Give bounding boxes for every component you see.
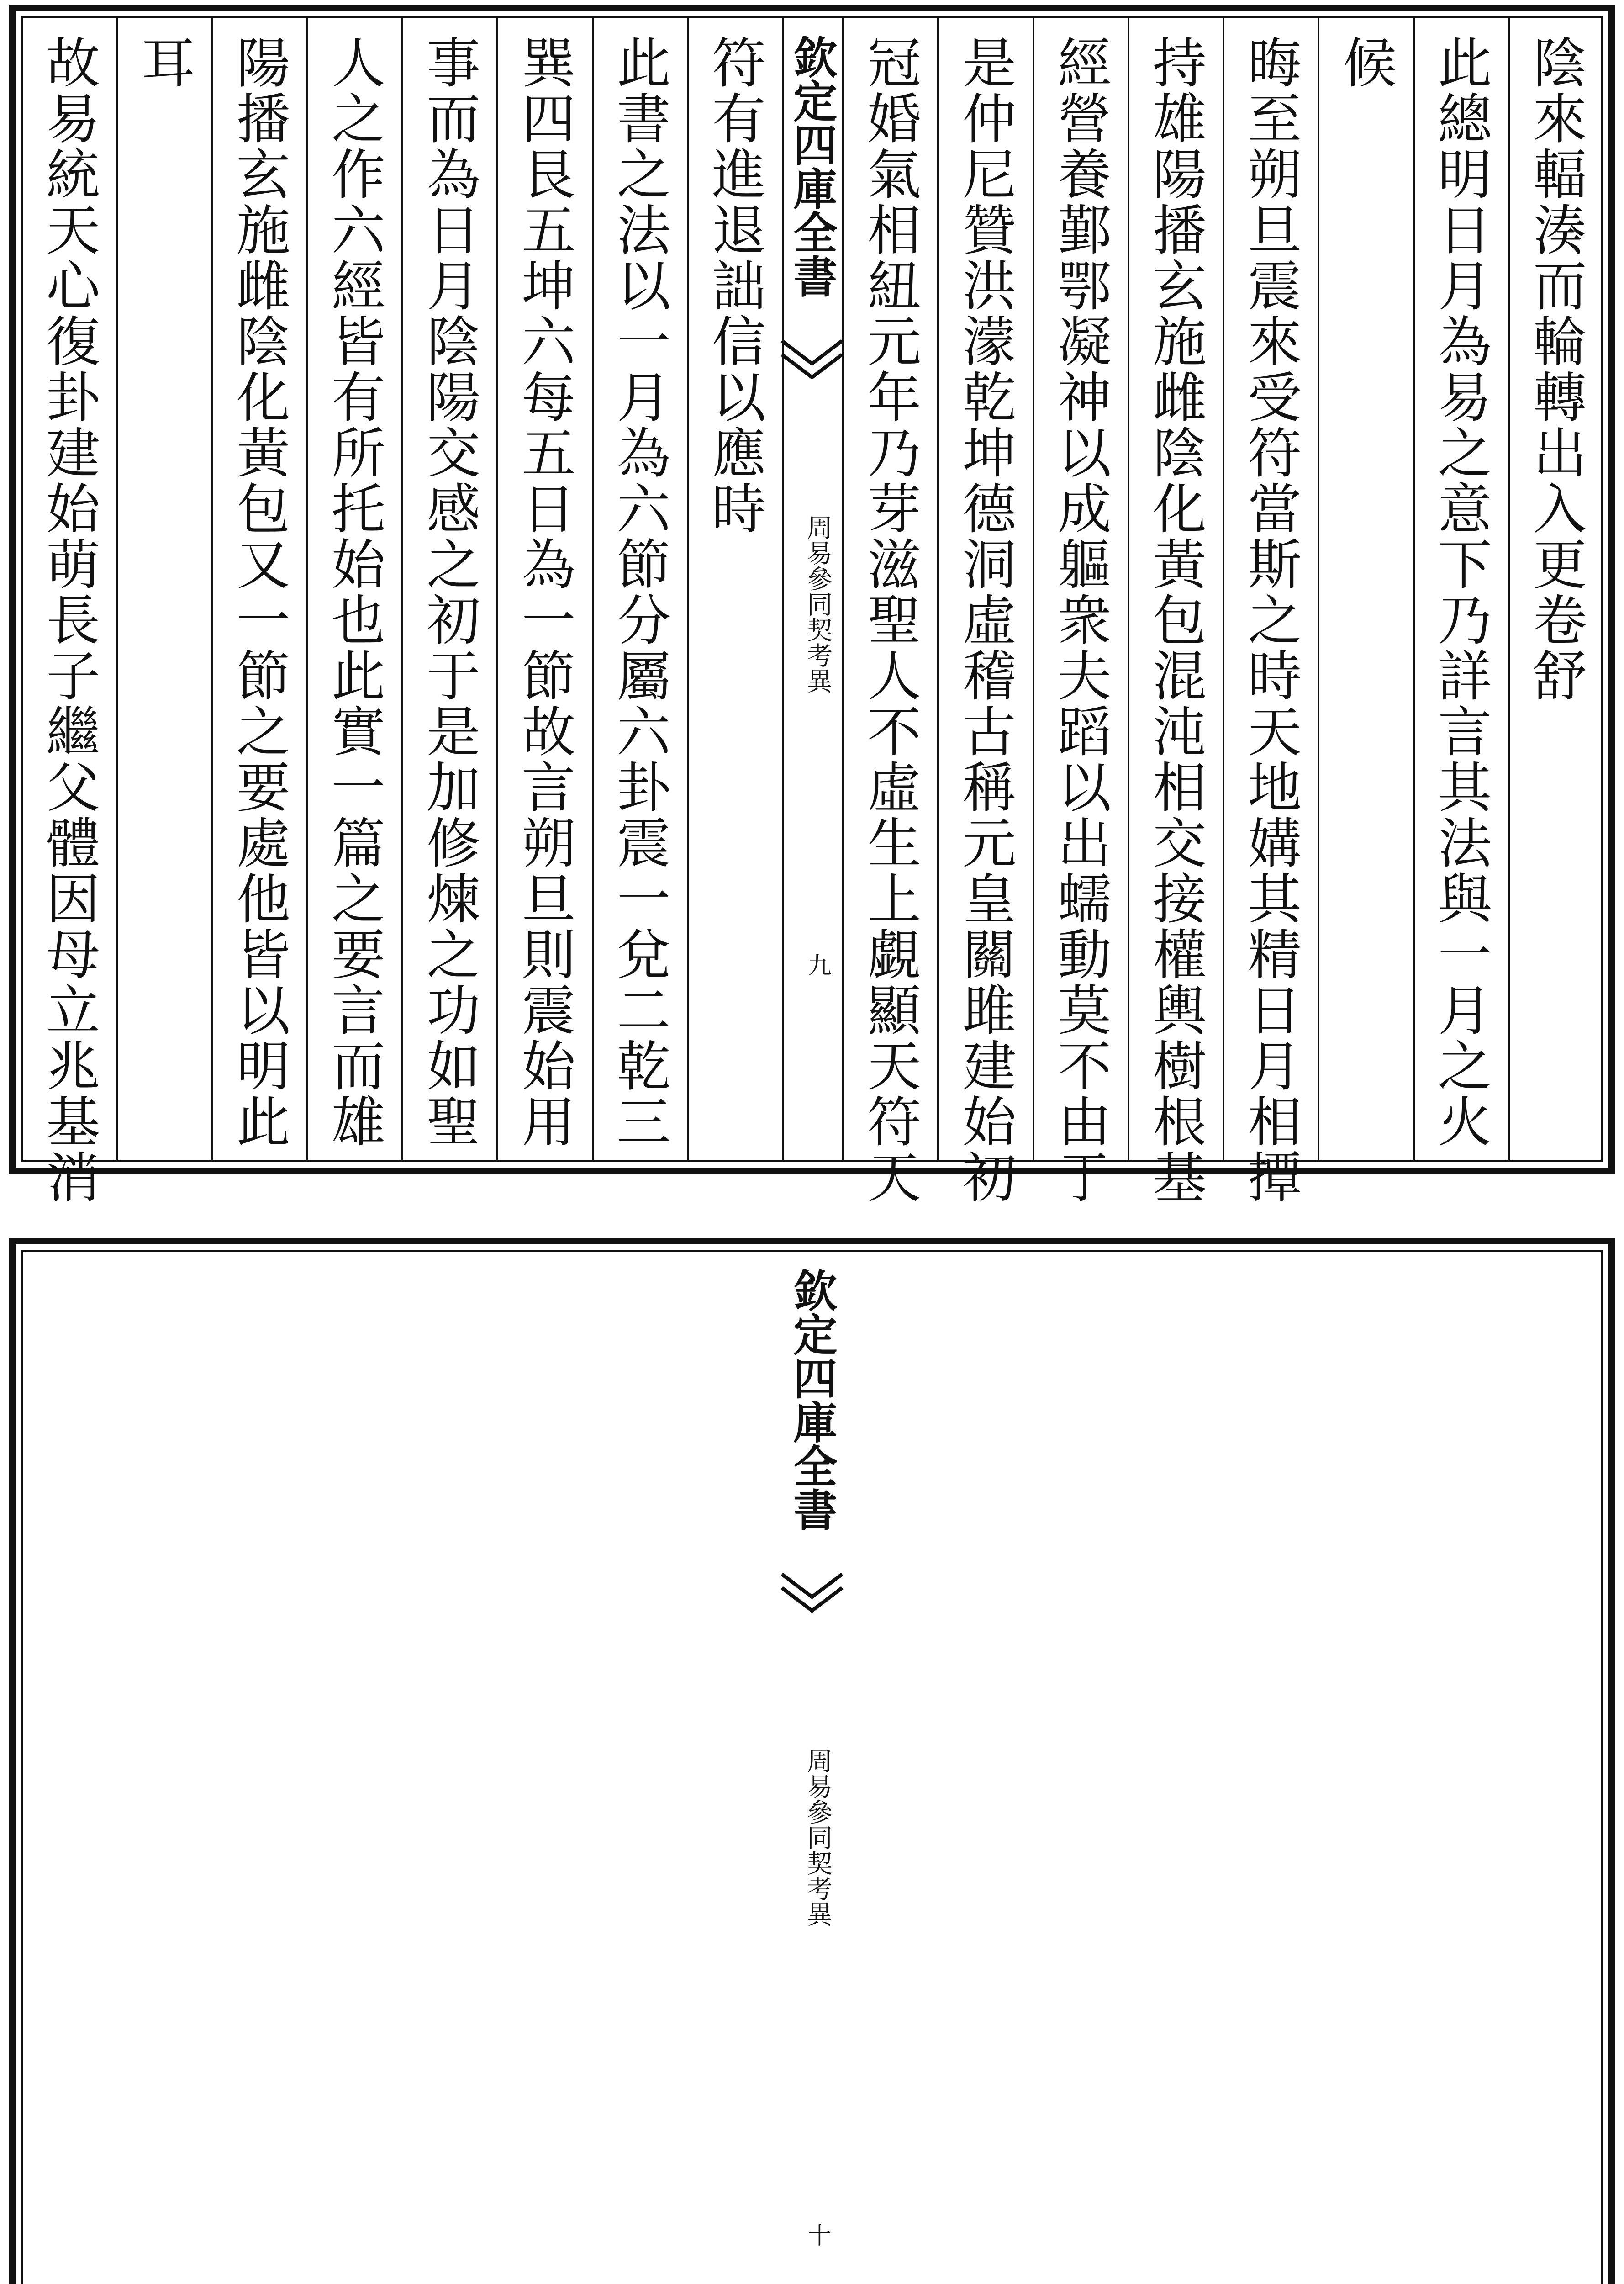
top-text-column: 故易統天心復卦建始萌長子繼父體因母立兆基消 <box>37 35 100 1205</box>
column-divider <box>116 16 118 1162</box>
bottom-book-title: 欽定四庫全書 <box>786 1268 838 1531</box>
top-text-column: 持雄陽播玄施雌陰化黃包混沌相交接權輿樹根基 <box>1143 35 1207 1205</box>
top-text-column: 人之作六經皆有所托始也此實一篇之要言而雄 <box>322 35 385 1149</box>
center-strip-border <box>842 16 844 1162</box>
top-text-column: 此書之法以一月為六節分屬六卦震一兌二乾三 <box>607 35 671 1149</box>
top-text-column: 符有進退詘信以應時 <box>702 35 766 536</box>
top-book-title: 欽定四庫全書 <box>786 35 838 298</box>
top-text-column: 是仲尼贊洪濛乾坤德洞虛稽古稱元皇關雎建始初 <box>953 35 1017 1205</box>
top-text-column: 經營養鄞鄂凝神以成軀衆夫蹈以出蠕動莫不由于 <box>1048 35 1112 1205</box>
bottom-page-number: 十 <box>803 2223 831 2247</box>
top-page-number: 九 <box>803 953 831 977</box>
column-divider <box>496 16 498 1162</box>
column-divider <box>306 16 308 1162</box>
bottom-center-strip <box>782 1250 842 2284</box>
bottom-page <box>0 1233 1624 2284</box>
column-divider <box>592 16 594 1162</box>
column-divider <box>401 16 403 1162</box>
top-center-strip <box>782 16 842 1162</box>
top-text-column: 陰來輻湊而輪轉出入更卷舒 <box>1524 35 1587 703</box>
bottom-book-subtitle: 周易參同契考異 <box>803 1748 833 1927</box>
top-text-column: 冠婚氣相紐元年乃芽滋聖人不虛生上覷顯天符天 <box>858 35 922 1205</box>
column-divider <box>1508 16 1510 1162</box>
column-divider <box>1223 16 1224 1162</box>
top-text-column: 巽四艮五坤六每五日為一節故言朔旦則震始用 <box>512 35 576 1149</box>
top-text-column: 陽播玄施雌陰化黃包又一節之要處他皆以明此 <box>227 35 290 1149</box>
column-divider <box>1128 16 1129 1162</box>
top-text-column: 此總明日月為易之意下乃詳言其法與一月之火 <box>1429 35 1492 1149</box>
column-divider <box>1033 16 1034 1162</box>
top-book-subtitle: 周易參同契考異 <box>803 514 833 693</box>
column-divider <box>1318 16 1319 1162</box>
column-divider <box>687 16 689 1162</box>
top-text-column: 耳 <box>132 35 195 90</box>
top-text-column: 候 <box>1334 35 1397 90</box>
column-divider <box>1413 16 1415 1162</box>
fishtail-icon <box>782 1570 842 1620</box>
top-text-column: 事而為日月陰陽交感之初于是加修煉之功如聖 <box>417 35 481 1149</box>
column-divider <box>937 16 939 1162</box>
fishtail-icon <box>782 336 842 386</box>
top-text-column: 晦至朔旦震來受符當斯之時天地媾其精日月相撢 <box>1239 35 1302 1205</box>
column-divider <box>211 16 213 1162</box>
